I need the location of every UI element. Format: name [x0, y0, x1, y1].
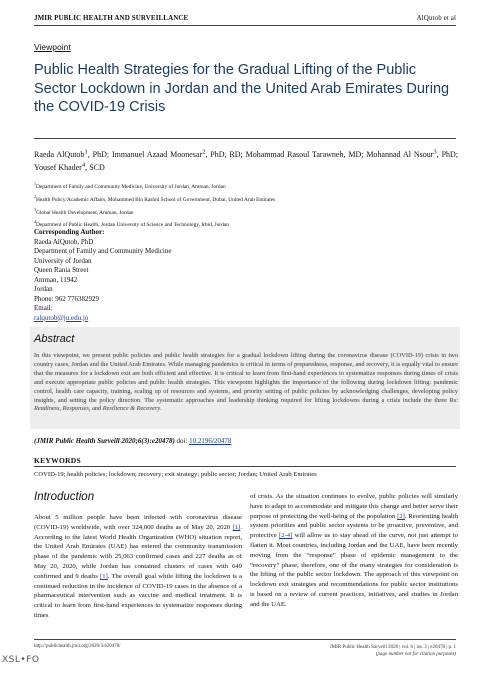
intro-column-right: of crisis. As the situation continues to evolve, public policies will similarly have to adapt to accommodate and mitigate this change and better serve their purpose of protecting the well-being of the population [2]. Reorienting health system priorities and public sector systems to be proactive, preventive, and protective [2-4] will allow us to stay ahead of the curve, not just attempt to flatten it. Most countries, including Jordan and the UAE, have been recently moving from the “response” phase of epidemic management to the “recovery” phase; therefore, one of the many strategies for consideration is the lifting of the public sector lockdown. The approach of this viewpoint on lockdown exit strategies and recommendations for public sector institutions is based on a review of current practices, initiatives, and studies in Jordan and the UAE.	[250, 493, 458, 608]
footer-page-info: JMIR Public Health Surveill 2020 | vol. 6 | iss. 3 | e20478 | p. 1 (page number not for citation purposes)	[329, 645, 456, 657]
article-type: Viewpoint	[34, 42, 71, 52]
author-list	[34, 146, 458, 173]
reference-link[interactable]: [1]	[100, 572, 108, 580]
citation-ref: (JMIR Public Health Surveill 2020;6(3):e20478)	[34, 437, 175, 445]
reference-link[interactable]: [2-4]	[278, 532, 293, 540]
running-author: AlQutob et al	[416, 14, 456, 22]
keywords-rule	[34, 466, 456, 467]
keywords-text: COVID-19; health policies; lockdown; recovery; exit strategy; public sector; Jordan; United Arab Emirates	[34, 471, 317, 478]
intro-column-left: About 5 million people have been infected with coronavirus disease (COVID-19) worldwide, with over 324,000 deaths as of May 20, 2020 [1]. According to the latest World Health Organization (WHO) situation report, the United Arab Emirates (UAE) has entered the community transmission phase of the pandemic with 25,063 confirmed cases and 227 deaths as of May 20, 2020, while Jordan has contained clusters of cases with 649 confirmed and 9 deaths [1]. The overall goal while lifting the lockdown is a continued reduction in the incidence of COVID-19 cases in the absence of a pharmaceutical intervention such as vaccine and medical treatment. It is critical to learn from first-hand experiences to systematize responses during times	[34, 514, 242, 619]
reference-link[interactable]: [1]	[232, 523, 241, 531]
author: Mohannad Al Nsour$^3$, PhD;	[366, 148, 459, 159]
affiliation: $^3$Global Health Development, Amman, Jordan	[34, 206, 134, 216]
title-rule	[34, 138, 456, 139]
brand-logo: XSL•FO	[2, 655, 40, 665]
journal-name: JMIR PUBLIC HEALTH AND SURVEILLANCE	[34, 14, 189, 22]
corresponding-line: Queen Rania Street	[34, 266, 89, 274]
affiliation: $^4$Department of Public Health, Jordan University of Science and Technology, Irbid, Jordan	[34, 219, 229, 229]
corresponding-line: University of Jordan	[34, 256, 92, 265]
email-link[interactable]: ralqutob@ju.edu.jo	[34, 313, 89, 322]
author: Raeda AlQutob$^1$, PhD;	[34, 148, 112, 159]
corresponding-line: Raeda AlQutob, PhD	[34, 237, 94, 246]
article-title: Public Health Strategies for the Gradual Lifting of the Public Sector Lockdown in Jordan and the United Arab Emirates During the COVID-19 Crisis	[34, 62, 450, 115]
corresponding-line: Phone: 962 776382929	[34, 294, 99, 303]
corresponding-label: Corresponding Author:	[34, 228, 105, 236]
corresponding-line: Amman, 11942	[34, 275, 78, 284]
citation-line: (JMIR Public Health Surveill 2020;6(3):e20478) doi: 10.2196/20478	[34, 437, 232, 445]
abstract-text: In this viewpoint, we present public policies and public health strategies for a gradual lockdown lifting during the coronavirus disease (COVID-19) crisis in two country cases, Jordan and the United Arab Emirates. While managing pandemics is critical in terms of preparedness, response, and recovery, it is equally vital to ensure that the measures for a lockdown exit are both efficient and effective. It is critical to learn from first-hand experiences to systematize responses during times of crisis and execute appropriate public policies and public health strategies. This viewpoint highlights the importance of the following during lockdown lifting: pandemic control, health care capacity, training, scaling up of resources and systems, and priority setting of public policies by acknowledging challenges, developing policy insights, and setting the policy direction. The systematic approaches and leadership thinking required for lifting lockdowns during a crisis include the three Rs: Readiness, Responses, and Resilience & Recovery.	[34, 352, 458, 413]
header-rule	[34, 25, 456, 26]
affiliation-list	[34, 179, 458, 230]
author: Immanuel Azaad Moonesar$^2$, PhD, RD;	[111, 148, 246, 159]
author: Yousef Khader$^4$, SCD	[34, 161, 105, 173]
affiliation: $^2$Health Policy/Academic Affairs, Mohammed Bin Rashid School of Government, Dubai, United Arab Emirates	[34, 193, 276, 203]
introduction-heading: Introduction	[34, 491, 95, 503]
corresponding-line: Jordan	[34, 285, 53, 293]
corresponding-line: Department of Family and Community Medicine	[34, 247, 172, 255]
reference-link[interactable]: [2]	[397, 512, 405, 520]
affiliation: $^1$Department of Family and Community Medicine, University of Jordan, Amman, Jordan	[34, 181, 226, 190]
doi-link[interactable]: 10.2196/20478	[189, 437, 232, 445]
keywords-heading: KEYWORDS	[34, 456, 81, 465]
author: Mohammad Rasoul Tarawneh, MD;	[245, 149, 367, 159]
abstract-heading: Abstract	[34, 333, 75, 345]
footer-rule	[34, 639, 456, 640]
footer-url: http://publichealth.jmir.org/2020/3/e20478/	[34, 644, 121, 649]
corresponding-email-line: Email: ralqutob@ju.edu.jo	[34, 304, 89, 322]
corresponding-author	[34, 228, 334, 323]
